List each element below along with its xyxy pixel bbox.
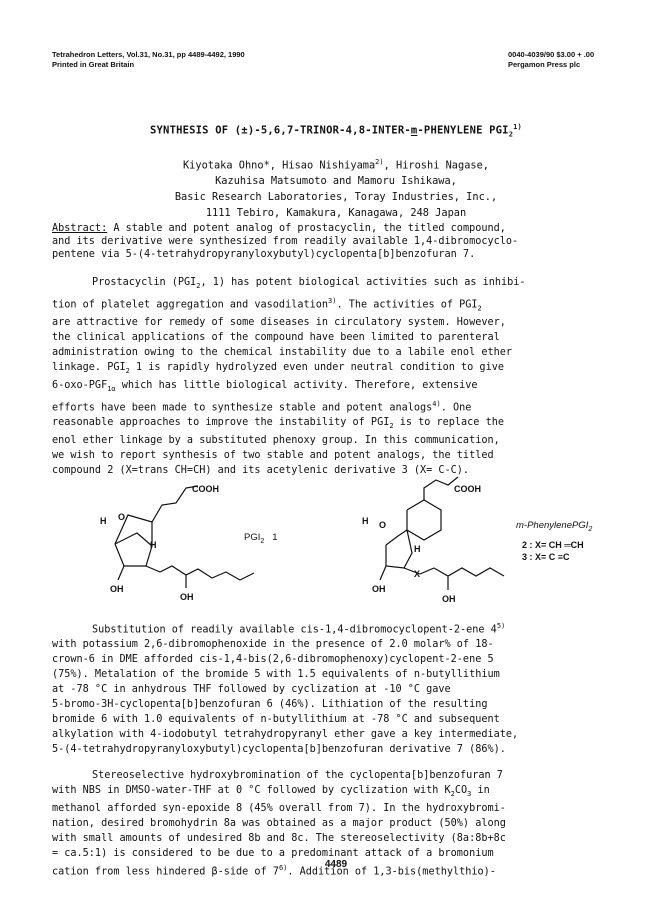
- author-line-2: Kazuhisa Matsumoto and Mamoru Ishikawa,: [215, 175, 457, 188]
- mp-o-label: O: [379, 520, 387, 530]
- pgi2-cooh-label: COOH: [192, 484, 219, 494]
- author-line-1: Kiyotaka Ohno*, Hisao Nishiyama$^{2)}$, Hiroshi Nagase,: [182, 158, 489, 172]
- paper-title: SYNTHESIS OF (±)-5,6,7-TRINOR-4,8-INTER-m-PHENYLENE $PGI_2^{1)}$: [150, 123, 522, 139]
- pgi2-ring-bonds: [115, 533, 152, 566]
- pgi2-lower-chain: [146, 566, 254, 580]
- pgi2-o-label: O: [118, 512, 126, 522]
- mp-benzene-ring: [407, 500, 441, 540]
- issn-code: 0040-4039/90 $3.00 + .00: [508, 50, 595, 59]
- mp-x-label: X: [414, 569, 421, 579]
- pgi2-oh-label-2: OH: [180, 592, 194, 602]
- mp-cooh-label: COOH: [454, 484, 481, 494]
- synthesis-paragraph-2: Stereoselective hydroxybromination of the cyclopenta[b]benzofuran 7 with NBS in DMSO-water-THF at 0 °C followed by cyclization with $K_2CO_3$ in methanol afforded syn-epoxide 8 (45% overall from 7). In the hydroxybromi- nation, desired bromohydrin 8a was obtained as a major product (50%) along with small amounts of undesired 8b and 8c. The stereoselectivity (8a:8b+8c = ca.5:1) is considered to be due to a predominant attack of a bromonium cation from less hindered β-side of 7$^{6)}$. Addition of 1,3-bis(methylthio)-: [52, 770, 506, 878]
- journal-citation: Tetrahedron Letters, Vol.31, No.31, pp 4489-4492, 1990: [52, 50, 245, 59]
- abstract-label: Abstract:: [52, 223, 108, 234]
- mp-h-label: H: [362, 516, 369, 526]
- affiliation: Basic Research Laboratories, Toray Industries, Inc.,: [174, 191, 498, 204]
- pgi2-label: $PGI_2$ 1: [244, 532, 278, 545]
- publisher-name: Pergamon Press plc: [508, 60, 581, 69]
- page-number: 4489: [324, 859, 348, 870]
- mp-upper-chain: [424, 477, 458, 500]
- pgi2-h-label: H: [100, 516, 107, 526]
- pgi2-h-label-2: H: [150, 540, 157, 550]
- mphenylene-label: m-PhenylenePGI$_2$: [516, 520, 593, 533]
- mp-h-label-2: H: [414, 544, 421, 554]
- synthesis-paragraph-1: Substitution of readily available cis-1,4-dibromocyclopent-2-ene 4$^{5)}$ with potassium 2,6-dibromophenoxide in the presence of 2.0 molar% of 18- crown-6 in DME afforded cis-1,4-bis(2,6-dibromophenoxy)cyclopent-2-ene 5 (75%). Metalation of the bromide 5 with 1.5 equivalents of n-butyllithium at -78 °C in anhydrous THF followed by cyclization at -10 °C gave 5-bromo-3H-cyclopenta[b]benzofuran 6 (46%). Lithiation of the resulting bromide 6 with 1.0 equivalents of n-butyllithium at -78 °C and subsequent alkylation with 4-iodobutyl tetrahydropyranyl ether gave a key intermediate, 5-(4-tetrahydropyranyloxybutyl)cyclopenta[b]benzofuran derivative 7 (86%).: [52, 622, 519, 755]
- compound-3-label: 3 : X= C ≡C: [522, 552, 570, 562]
- mp-oh-bond: [380, 566, 386, 580]
- compound-2-label: 2 : X= CH ═CH: [522, 540, 584, 550]
- address: 1111 Tebiro, Kamakura, Kanagawa, 248 Japan: [205, 207, 467, 220]
- abstract: Abstract: A stable and potent analog of prostacyclin, the titled compound, and its derivative were synthesized from readily available 1,4-dibromocyclo- pentene via 5-(4-tetrahydropyranyloxybutyl)cyclopenta[b]benzofuran 7.: [52, 223, 519, 261]
- intro-paragraph: Prostacyclin ($PGI_2$, 1) has potent biological activities such as inhibi- tion of platelet aggregation and vasodilation$^{3)}$. The activities of $PGI_2$ are attractive for remedy of some diseases in circulatory system. However, the clinical applications of the compound have been limited to parenteral administration owing to the chemical instability due to a labile enol ether linkage. $PGI_2$ 1 is rapidly hydrolyzed even under neutral condition to give $6-oxo-PGF_{1\alpha}$ which has little biological activity. Therefore, extensive efforts have been made to synthesize stable and potent analogs$^{4)}$. One reasonable approaches to improve the instability of $PGI_2$ is to replace the enol ether linkage by a substituted phenoxy group. In this communication, we wish to report synthesis of two stable and potent analogs, the titled compound 2 (X=trans CH=CH) and its acetylenic derivative 3 (X= C-C).: [52, 277, 526, 476]
- printed-in: Printed in Great Britain: [52, 60, 135, 69]
- mp-oh-label: OH: [372, 584, 386, 594]
- pgi2-oh-label: OH: [110, 584, 124, 594]
- mp-ring-bonds: [386, 530, 412, 568]
- mp-oh-label-2: OH: [442, 594, 456, 604]
- pgi2-oh-bond: [118, 566, 124, 580]
